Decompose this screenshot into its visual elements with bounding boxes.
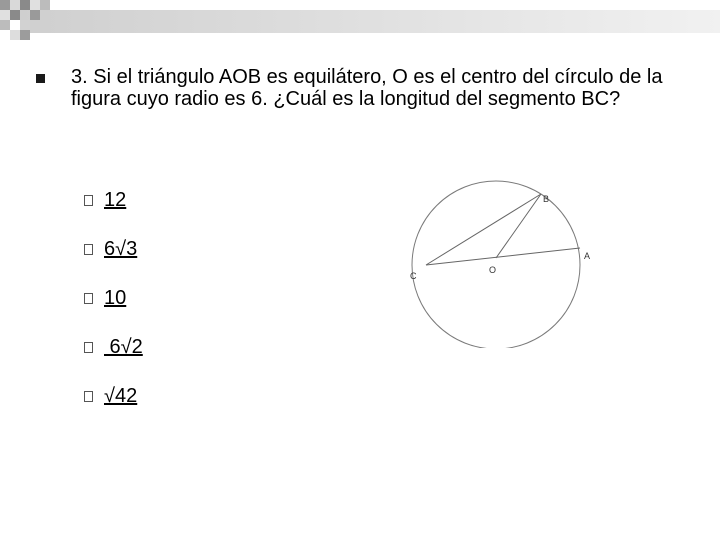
deco-square: [10, 10, 20, 20]
answer-option[interactable]: [84, 286, 143, 310]
deco-square: [20, 0, 30, 10]
option-label[interactable]: 10: [104, 286, 127, 309]
deco-square: [0, 10, 10, 20]
answer-options: [84, 188, 143, 433]
question-block: [36, 66, 676, 110]
segment-ob: [496, 194, 541, 258]
deco-square: [20, 20, 30, 30]
option-label[interactable]: 12: [104, 188, 127, 211]
answer-option[interactable]: [84, 237, 143, 261]
label-a: A: [584, 251, 591, 261]
label-o: O: [489, 265, 497, 275]
header-band: [20, 10, 720, 33]
deco-square: [30, 10, 40, 20]
answer-option[interactable]: [84, 188, 143, 212]
answer-option[interactable]: [84, 335, 143, 359]
deco-square: [10, 30, 20, 40]
label-b: B: [543, 194, 550, 204]
header-decoration: [0, 0, 720, 50]
option-label[interactable]: 6√3: [104, 237, 138, 260]
option-label[interactable]: 6√2: [104, 335, 143, 358]
label-c: C: [410, 271, 417, 281]
option-label[interactable]: √42: [104, 384, 138, 407]
square-bullet-icon: [36, 74, 45, 83]
deco-square: [10, 0, 20, 10]
deco-square: [20, 30, 30, 40]
checkbox-icon[interactable]: [84, 342, 93, 353]
deco-square: [0, 20, 10, 30]
deco-square: [40, 0, 50, 10]
deco-square: [0, 0, 10, 10]
checkbox-icon[interactable]: [84, 195, 93, 206]
question-text: 3. Si el triángulo AOB es equilátero, O es el centro del círculo de la figura cuyo radio es 6. ¿Cuál es la longitud del segmento BC?: [71, 66, 663, 110]
checkbox-icon[interactable]: [84, 293, 93, 304]
checkbox-icon[interactable]: [84, 391, 93, 402]
circle-figure: [380, 178, 620, 348]
checkbox-icon[interactable]: [84, 244, 93, 255]
deco-square: [30, 0, 40, 10]
answer-option[interactable]: [84, 384, 143, 408]
